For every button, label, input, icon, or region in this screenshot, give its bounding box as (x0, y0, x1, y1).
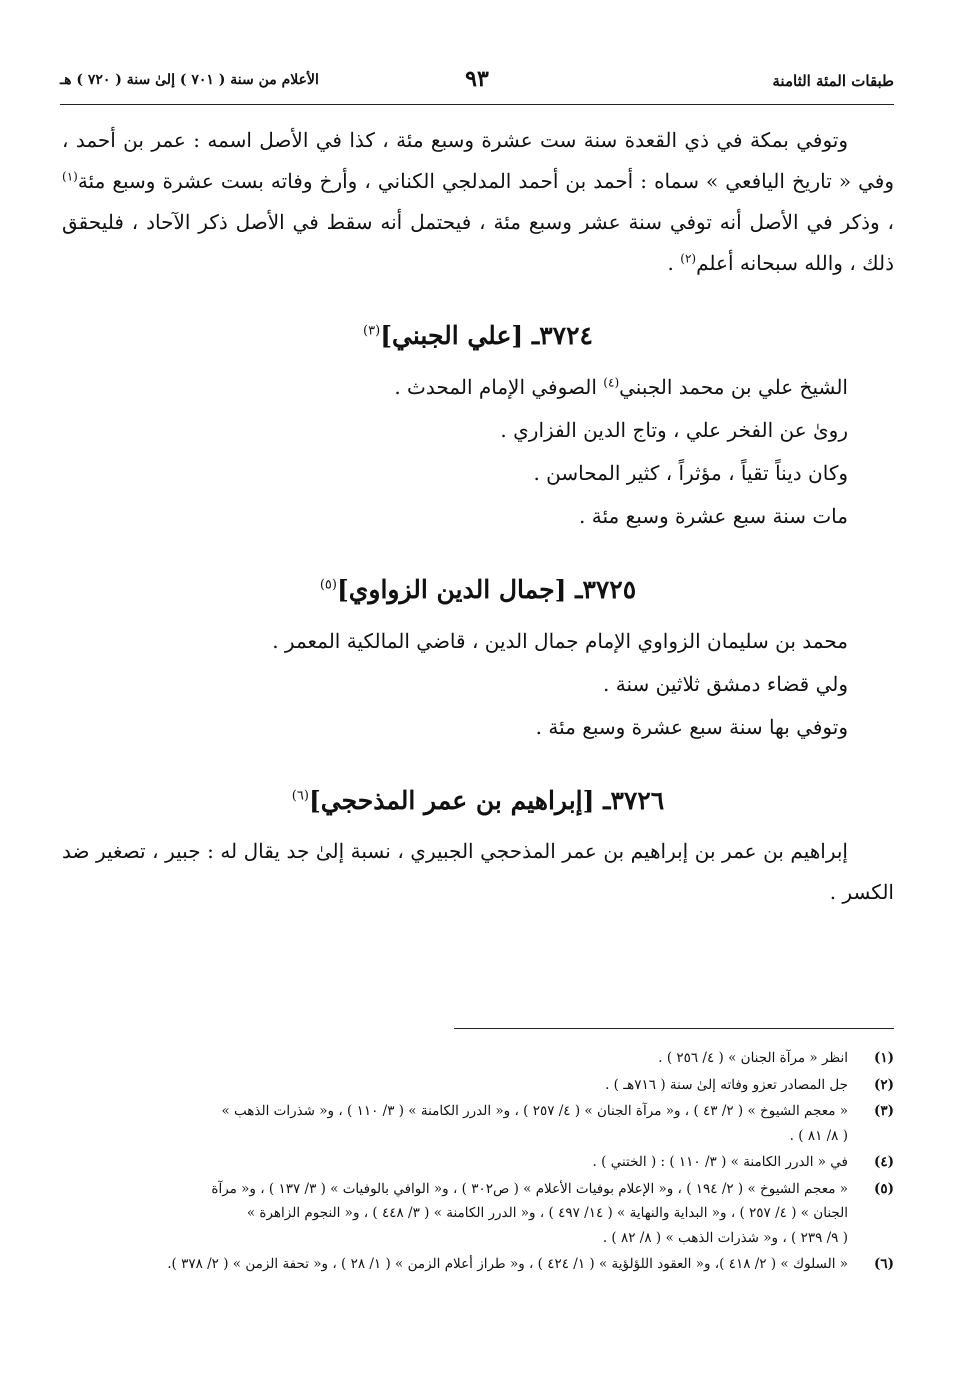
footnote-2 (62, 1073, 894, 1098)
intro-text-a: وتوفي بمكة في ذي القعدة سنة ست عشرة وسبع مئة ، كذا في الأصل اسمه : عمر بن أحمد ، وفي « تاريخ اليافعي » سماه : أحمد بن أحمد المدلجي الكناني ، وأرخ وفاته بست عشرة وسبع مئة (62, 128, 894, 193)
footnote-text (62, 1073, 848, 1098)
entry-3725-line-1: محمد بن سليمان الزواوي الإمام جمال الدين ، قاضي المالكية المعمر . (272, 629, 848, 653)
footnote-line: « معجم الشيوخ » ( ٢/ ١٩٤ ) ، و« الإعلام بوفيات الأعلام » ( ص٣٠٢ ) ، و« الوافي بالوفيات » ( ٣/ ١٣٧ ) ، و« مرآة (211, 1180, 848, 1197)
entry-3725-line-3: وتوفي بها سنة سبع عشرة وسبع مئة . (535, 715, 848, 739)
footnote-line: في « الدرر الكامنة » ( ٣/ ١١٠ ) : ( الختني ) . (592, 1154, 848, 1170)
entry-3725-line-2: ولي قضاء دمشق ثلاثين سنة . (603, 672, 848, 696)
footnote-text (62, 1099, 848, 1148)
footnote-number: (٣) (873, 1103, 894, 1119)
intro-text-c: . (667, 251, 681, 275)
footnote-ref-6: (٦) (291, 788, 309, 804)
intro-text-b: ، وذكر في الأصل أنه توفي سنة عشر وسبع مئة ، فيحتمل أنه سقط في الأصل ذكر الآحاد ، فليحقق ذلك ، والله سبحانه أعلم (62, 210, 894, 275)
entry-3724-line-1 (62, 366, 894, 409)
page-number: ٩٣ (465, 66, 489, 92)
footnote-text (62, 1046, 848, 1071)
footnote-1 (62, 1046, 894, 1071)
footnote-4 (62, 1150, 894, 1175)
entry-title-text: ٣٧٢٤ـ [علي الجبني] (380, 321, 593, 350)
entry-3726-paragraph: إبراهيم بن عمر بن إبراهيم بن عمر المذحجي الجبيري ، نسبة إلىٰ جد يقال له : جبير ، تصغير ضد الكسر . (62, 839, 894, 904)
footnotes (62, 1046, 894, 1279)
footnote-number: (١) (873, 1050, 894, 1066)
intro-paragraph (62, 120, 894, 284)
entry-3724-line-3: وكان ديناً تقياً ، مؤثراً ، كثير المحاسن . (533, 461, 848, 485)
footnote-number: (٢) (873, 1076, 894, 1093)
footnote-ref-4: (٤) (603, 375, 620, 390)
footnote-line: ( ٨/ ٨١ ) . (789, 1127, 848, 1144)
footnote-ref-3: (٣) (363, 323, 381, 339)
footnote-line: جل المصادر تعزو وفاته إلىٰ سنة ( ٧١٦هـ ) . (605, 1076, 848, 1093)
footnote-number: (٤) (873, 1154, 894, 1170)
entry-title-3725 (62, 568, 894, 612)
entry-3724-line-2: رویٰ عن الفخر علي ، وتاج الدين الفزاري . (500, 418, 848, 442)
footnote-line: « السلوك » ( ٢/ ٤١٨ )، و« العقود اللؤلؤية » ( ١/ ٤٢٤ ) ، و« طراز أعلام الزمن » ( ١/ ٢٨ ) ، و« تحفة الزمن » ( ٢/ ٣٧٨ ). (167, 1256, 848, 1272)
footnote-divider (454, 1028, 894, 1029)
running-header (60, 64, 894, 105)
footnote-number: (٥) (873, 1180, 894, 1197)
footnote-ref-1: (١) (62, 169, 78, 184)
entry-3724-line-4: مات سنة سبع عشرة وسبع مئة . (579, 504, 848, 528)
footnote-6 (62, 1252, 894, 1277)
footnote-line: ( ٩/ ٢٣٩ ) ، و« شذرات الذهب » ( ٨/ ٨٢ ) . (602, 1229, 848, 1246)
footnote-5 (62, 1177, 894, 1251)
footnote-line: الجنان » ( ٤/ ٢٥٧ ) ، و« البداية والنهاية » ( ١٤/ ٤٩٧ ) ، و« الدرر الكامنة » ( ٣/ ٤٤٨ ) ، و« النجوم الزاهرة » (246, 1205, 848, 1221)
entry-3724-name: الشيخ علي بن محمد الجبني (619, 375, 848, 399)
footnote-text (62, 1177, 848, 1251)
footnote-text (62, 1150, 848, 1175)
footnote-line: انظر « مرآة الجنان » ( ٤/ ٢٥٦ ) . (658, 1050, 848, 1066)
footnote-3 (62, 1099, 894, 1148)
book-title: طبقات المئة الثامنة (772, 72, 894, 90)
footnote-ref-5: (٥) (319, 577, 337, 593)
entry-title-text: ٣٧٢٦ـ [إبراهيم بن عمر المذحجي] (308, 786, 665, 815)
footnote-number: (٦) (873, 1256, 894, 1272)
footnote-text (62, 1252, 848, 1277)
entry-title-3726 (62, 779, 894, 823)
footnote-line: « معجم الشيوخ » ( ٢/ ٤٣ ) ، و« مرآة الجنان » ( ٤/ ٢٥٧ ) ، و« الدرر الكامنة » ( ٣/ ١١٠ ) ، و« شذرات الذهب » (221, 1103, 848, 1119)
main-text (62, 120, 894, 913)
entry-title-text: ٣٧٢٥ـ [جمال الدين الزواوي] (336, 575, 637, 604)
section-range: الأعلام من سنة ( ٧٠١ ) إلىٰ سنة ( ٧٢٠ ) هـ (60, 72, 319, 88)
entry-3724-desc: الصوفي الإمام المحدث . (394, 375, 604, 399)
entry-title-3724 (62, 314, 894, 358)
footnote-ref-2: (٢) (680, 251, 697, 266)
